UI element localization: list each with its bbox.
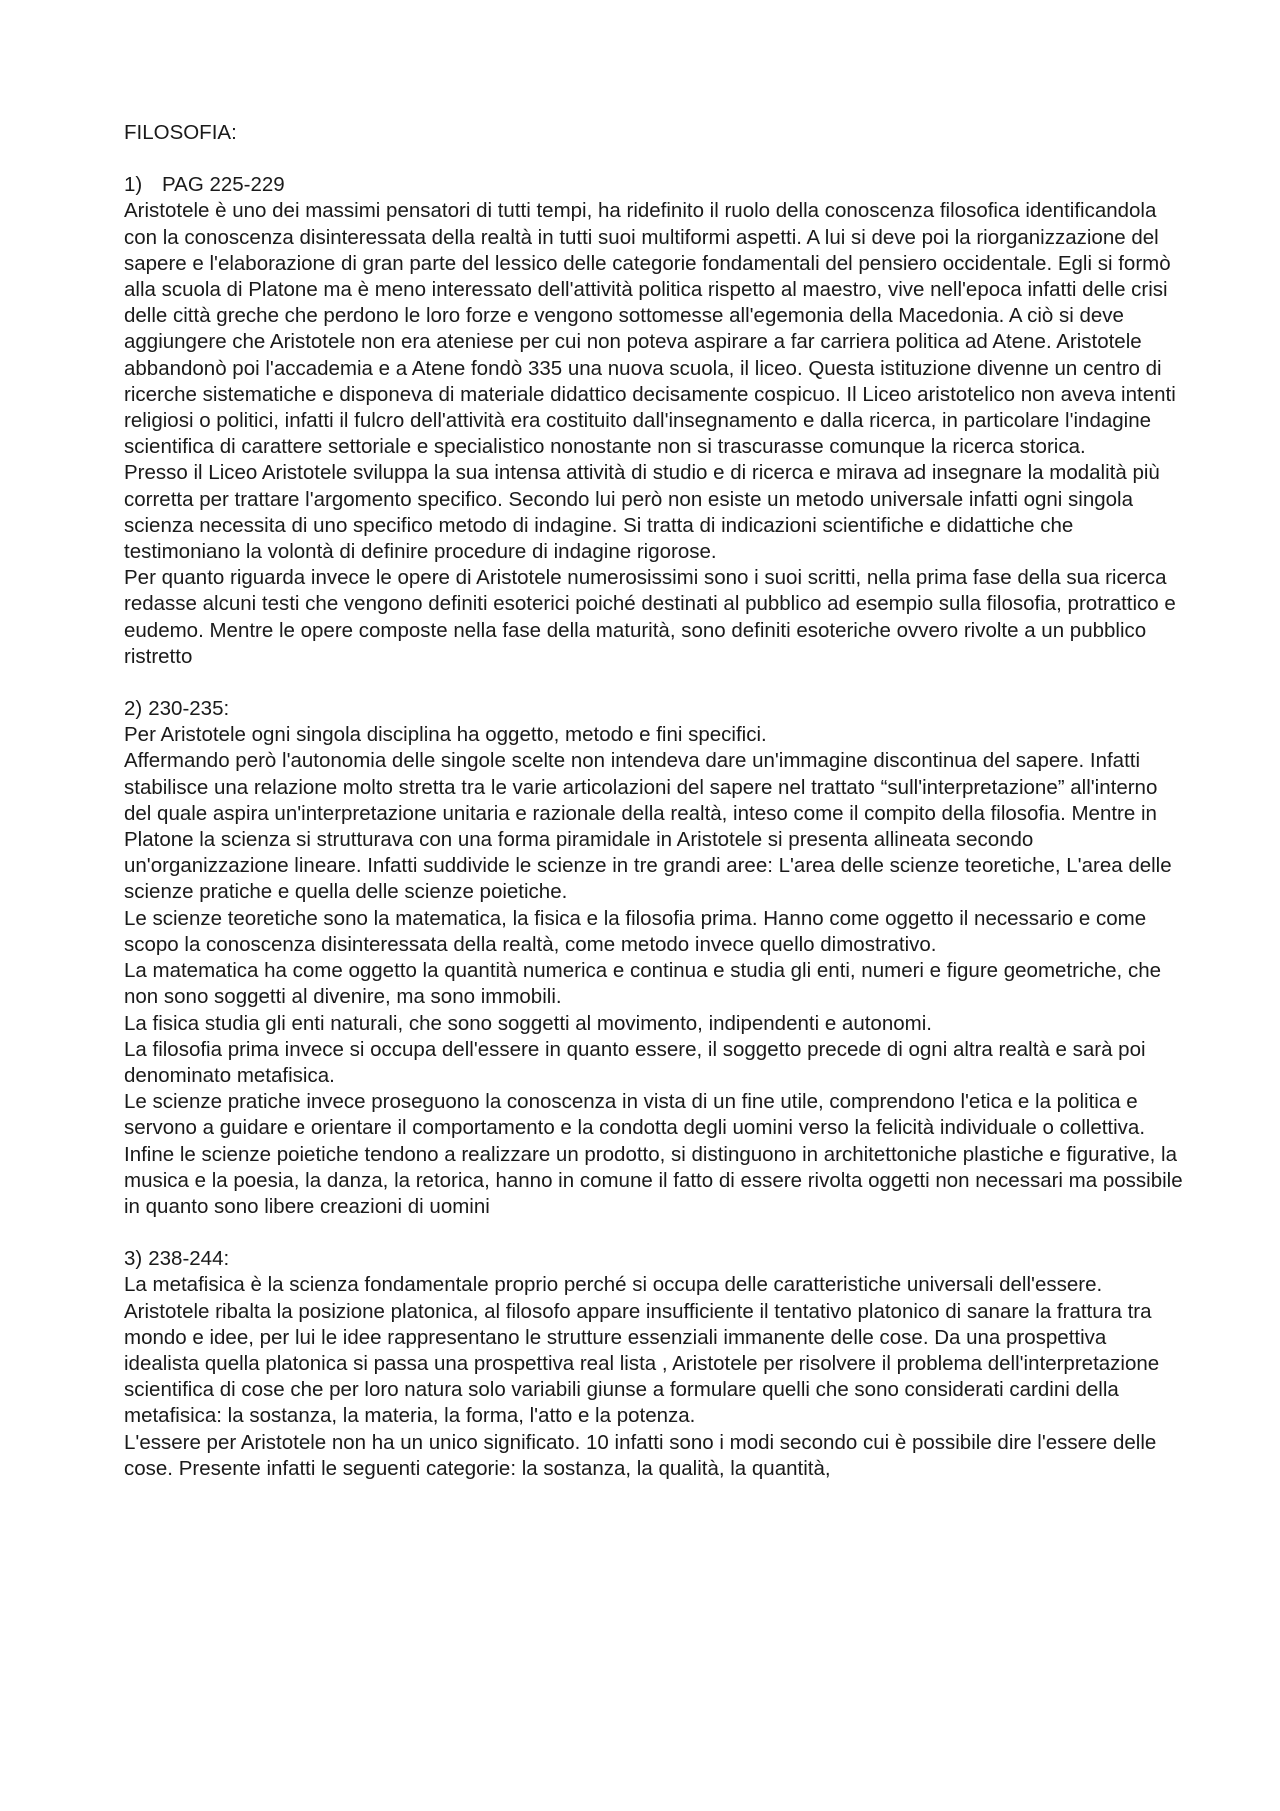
section-2 xyxy=(124,696,1184,1220)
section-heading xyxy=(124,172,1184,198)
section-number: 2) xyxy=(124,697,143,721)
paragraph: Aristotele è uno dei massimi pensatori di tutti tempi, ha ridefinito il ruolo della conoscenza filosofica identificandola con la conoscenza disinteressata della realtà in tutti suoi multiformi aspetti. A lui si deve poi la riorganizzazione del sapere e l'elaborazione di gran parte del lessico delle categorie fondamentali del pensiero occidentale. Egli si formò alla scuola di Platone ma è meno interessato dell'attività politica rispetto al maestro, vive nell'epoca infatti delle crisi delle città greche che perdono le loro forze e vengono sottomesse all'egemonia della Macedonia. A ciò si deve aggiungere che Aristotele non era ateniese per cui non poteva aspirare a far carriera politica ad Atene. Aristotele abbandonò poi l'accademia e a Atene fondò 335 una nuova scuola, il liceo. Questa istituzione divenne un centro di ricerche sistematiche e disponeva di materiale didattico decisamente cospicuo. Il Liceo aristotelico non aveva intenti religiosi o politici, infatti il fulcro dell'attività era costituito dall'insegnamento e dalla ricerca, in particolare l'indagine scientifica di carattere settoriale e specialistico nonostante non si trascurasse comunque la ricerca storica. xyxy=(124,199,1176,459)
document-title: FILOSOFIA: xyxy=(124,121,237,144)
section-pages: 230-235: xyxy=(148,697,230,721)
paragraph: La fisica studia gli enti naturali, che sono soggetti al movimento, indipendenti e autonomi. xyxy=(124,1011,932,1035)
paragraph: Per quanto riguarda invece le opere di Aristotele numerosissimi sono i suoi scritti, nella prima fase della sua ricerca redasse alcuni testi che vengono definiti esoterici poiché destinati al pubblico ad esempio sulla filosofia, protrattico e eudemo. Mentre le opere composte nella fase della maturità, sono definiti esoteriche ovvero rivolte a un pubblico ristretto xyxy=(124,566,1176,668)
paragraph: Le scienze teoretiche sono la matematica, la fisica e la filosofia prima. Hanno come oggetto il necessario e come scopo la conoscenza disinteressata della realtà, come metodo invece quello dimostrativo. xyxy=(124,906,1147,956)
section-number: 1) xyxy=(124,173,143,197)
section-pages: 238-244: xyxy=(148,1247,230,1271)
paragraph: Affermando però l'autonomia delle singole scelte non intendeva dare un'immagine discontinua del sapere. Infatti stabilisce una relazione molto stretta tra le varie articolazioni del sapere nel trattato “sull'interpretazione” all'interno del quale aspira un'interpretazione unitaria e razionale della realtà, inteso come il compito della filosofia. Mentre in Platone la scienza si strutturava con una forma piramidale in Aristotele si presenta allineata secondo un'organizzazione lineare. Infatti suddivide le scienze in tre grandi aree: L'area delle scienze teoretiche, L'area delle scienze pratiche e quella delle scienze poietiche. xyxy=(124,749,1172,904)
paragraph: La filosofia prima invece si occupa dell'essere in quanto essere, il soggetto precede di ogni altra realtà e sarà poi denominato metafisica. xyxy=(124,1037,1146,1087)
paragraph: Le scienze pratiche invece proseguono la conoscenza in vista di un fine utile, comprendono l'etica e la politica e servono a guidare e orientare il comportamento e la condotta degli uomini verso la felicità individuale o collettiva. Infine le scienze poietiche tendono a realizzare un prodotto, si distinguono in architettoniche plastiche e figurative, la musica e la poesia, la danza, la retorica, hanno in comune il fatto di essere rivolta oggetti non necessari ma possibile in quanto sono libere creazioni di uomini xyxy=(124,1090,1183,1218)
paragraph: Presso il Liceo Aristotele sviluppa la sua intensa attività di studio e di ricerca e mirava ad insegnare la modalità più corretta per trattare l'argomento specifico. Secondo lui però non esiste un metodo universale infatti ogni singola scienza necessita di uno specifico metodo di indagine. Si tratta di indicazioni scientifiche e didattiche che testimoniano la volontà di definire procedure di indagine rigorose. xyxy=(124,461,1160,564)
section-pages: PAG 225-229 xyxy=(162,173,285,197)
section-3 xyxy=(124,1246,1184,1482)
section-heading xyxy=(124,696,1184,722)
section-1 xyxy=(124,172,1184,670)
paragraph: La metafisica è la scienza fondamentale proprio perché si occupa delle caratteristiche universali dell'essere. Aristotele ribalta la posizione platonica, al filosofo appare insufficiente il tentativo platonico di sanare la frattura tra mondo e idee, per lui le idee rappresentano le strutture essenziali immanente delle cose. Da una prospettiva idealista quella platonica si passa una prospettiva real lista , Aristotele per risolvere il problema dell'interpretazione scientifica di cose che per loro natura solo variabili giunse a formulare quelli che sono considerati cardini della metafisica: la sostanza, la materia, la forma, l'atto e la potenza. xyxy=(124,1273,1160,1428)
section-number: 3) xyxy=(124,1247,143,1271)
paragraph: Per Aristotele ogni singola disciplina ha oggetto, metodo e fini specifici. xyxy=(124,723,767,747)
section-heading xyxy=(124,1246,1184,1272)
paragraph: La matematica ha come oggetto la quantità numerica e continua e studia gli enti, numeri e figure geometriche, che non sono soggetti al divenire, ma sono immobili. xyxy=(124,959,1161,1009)
document-page xyxy=(124,120,1184,1508)
paragraph: L'essere per Aristotele non ha un unico significato. 10 infatti sono i modi secondo cui è possibile dire l'essere delle cose. Presente infatti le seguenti categorie: la sostanza, la qualità, la quantità, xyxy=(124,1430,1157,1480)
